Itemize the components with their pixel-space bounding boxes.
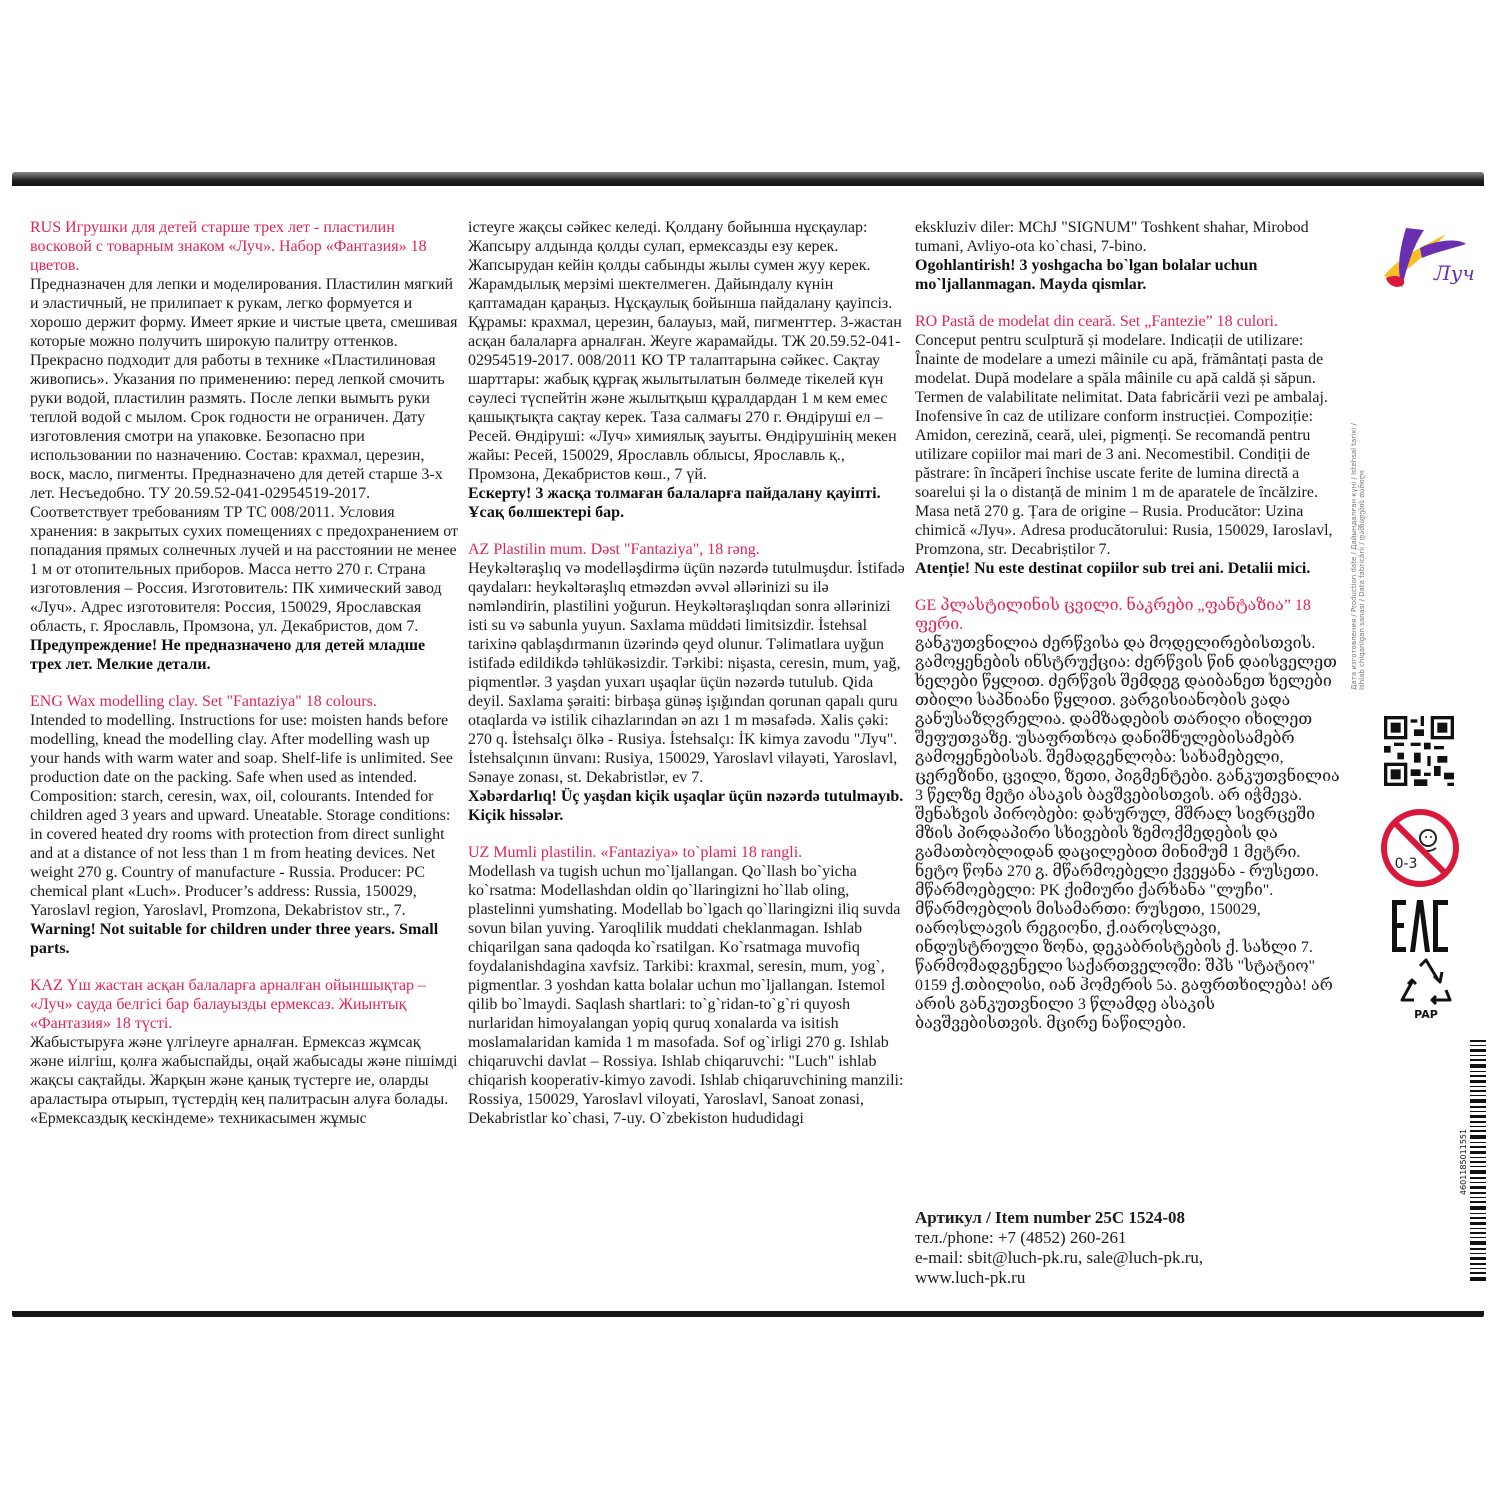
text-column-1 <box>30 218 458 1146</box>
section-rus <box>30 218 458 674</box>
section-body: Предназначен для лепки и моделирования. Пластилин мягкий и эластичный, не прилипает к рукам, легко формуется и хорошо держит форму. Имеет яркие и чистые цвета, смешивая которые можно получить широкую палитру оттенков. Прекрасно подходит для работы в технике «Пластилиновая живопись». Указания по применению: перед лепкой смочить руки водой, пластилин размять. После лепки вымыть руки теплой водой с мылом. Срок годности не ограничен. Дату изготовления смотри на упаковке. Безопасно при использовании по назначению. Состав: крахмал, церезин, воск, масло, пигменты. Предназначено для детей старше 3-х лет. Несъедобно. ТУ 20.59.52-041-02954519-2017. Соответствует требованиям ТР ТС 008/2011. Условия хранения: в закрытых сухих помещениях с предохранением от попадания прямых солнечных лучей и на расстоянии не менее 1 м от отопительных приборов. Масса нетто 270 г. Страна изготовления – Россия. Изготовитель: ПК химический завод «Луч». Адрес изготовителя: Россия, 150029, Ярославская область, г. Ярославль, Промзона, ул. Декабристов, дом 7. <box>30 276 458 635</box>
section-heading: ENG Wax modelling clay. Set "Fantaziya" 18 colours. <box>30 693 377 710</box>
production-date-label: Дата изготовления / Production date / Дайындалған күні / Istehsal tarixi / Ishlab chiqarilgan sanasi / Data fabricării / დამზადების თარიღი <box>1350 423 1366 690</box>
section-heading: RUS Игрушки для детей старше трех лет - пластилин восковой с товарным знаком «Луч». Набор «Фантазия» 18 цветов. <box>30 219 427 274</box>
box-bottom-edge <box>12 1311 1484 1317</box>
pap-label: PAP <box>1414 1008 1438 1021</box>
section-warning: Warning! Not suitable for children under three years. Small parts. <box>30 921 439 957</box>
section-warning: Xəbərdarlıq! Üç yaşdan kiçik uşaqlar üçün nəzərdə tutulmayıb. Kiçik hissələr. <box>468 788 904 824</box>
section-kaz <box>30 976 458 1128</box>
section-ro <box>915 312 1340 578</box>
age-label: 0-3 <box>1394 856 1418 872</box>
section-heading: AZ Plastilin mum. Dəst "Fantaziya", 18 rəng. <box>468 541 760 558</box>
section-body: Heykəltəraşlıq və modelləşdirmə üçün nəzərdə tutulmuşdur. İstifadə qaydaları: heykəltəraşlıq etməzdən əvvəl əllərinizi su ilə nəmləndirin, plastilini yoğurun. Heykəltəraşlıqdan sonra əllərinizi isti su və sabunla yuyun. Saxlama müddəti limitsizdir. İstehsal tarixinə qablaşdırmanın üzərində qeyd olunur. Təlimatlara uyğun istifadə edildikdə təhlükəsizdir. Tərkibi: nişasta, ceresin, mum, yağ, piqmentlər. 3 yaşdan yuxarı uşaqlar üçün nəzərdə tutulub. Qida deyil. Saxlama şəraiti: birbaşa günəş işığından qorunan qapalı quru otaqlarda və istilik cihazlarından ən azı 1 m məsafədə. Xalis çəki: 270 q. İstehsalçı ölkə - Rusiya. İstehsalçı: İK kimya zavodu "Луч". İstehsalçının ünvanı: Rusiya, 150029, Yaroslavl vilayəti, Yaroslavl, Sənaye zonası, st. Dekabristlər, ev 7. <box>468 560 905 786</box>
contact-block <box>915 1208 1335 1288</box>
website-link: www.luch-pk.ru <box>915 1268 1026 1287</box>
section-body: განკუთვნილია ძერწვისა და მოდელირებისთვის. გამოყენების ინსტრუქცია: ძერწვის წინ დაისველეთ ხელები წყლით. ძერწვის შემდეგ დაიბანეთ ხელები თბილი საპნიანი წყლით. ვარგისიანობის ვადა განუსაზღვრელია. დამზადების თარიღი იხილეთ შეფუთვაზე. უსაფრთხოა დანიშნულებისამებრ გამოყენებისას. შემადგენლობა: სახამებელი, ცერეზინი, ცვილი, ზეთი, პიგმენტები. განკუთვნილია 3 წელზე მეტი ასაკის ბავშვებისთვის. არ იჭმევა. შენახვის პირობები: დახურულ, მშრალ სივრცეში მზის პირდაპირი სხივების ზემოქმედების და გამათბობლიდან დაცილებით მინიმუმ 1 მეტრი. ნეტო წონა 270 გ. მწარმოებელი ქვეყანა - რუსეთი. მწარმოებელი: PK ქიმიური ქარხანა "ლუჩი". მწარმოებლის მისამართი: რუსეთი, 150029, იაროსლავის რეგიონი, ქ.იაროსლავი, ინდუსტრიული ზონა, დეკაბრისტების ქ. სახლი 7. წარმომადგენელი საქართველოში: შპს "სტატიო" 0159 ქ.თბილისი, იან ჰომერის 5ა. გაფრთხილება! არ არის განკუთვნილი 3 წლამდე ასაკის ბავშვებისთვის. მცირე ნაწილები. <box>915 635 1340 1032</box>
section-uz-continued <box>915 218 1340 294</box>
section-warning: Atenție! Nu este destinat copiilor sub trei ani. Detalii mici. <box>915 560 1311 577</box>
section-body: Жабыстыруға және үлгілеуге арналған. Ермексаз жұмсақ және иілгіш, қолға жабыспайды, оңай жабысады және пішімді жақсы сақтайды. Жарқын және қанық түстерге ие, оларды араластыра отырып, түстердің кең палитрасын алуға болады. «Ермексаздық кескіндеме» техникасымен жұмыс <box>30 1034 458 1127</box>
box-top-edge <box>12 172 1484 186</box>
section-heading: GE პლასტილინის ცვილი. ნაკრები „ფანტაზია” 18 ფერი. <box>915 597 1311 633</box>
eac-mark-icon <box>1392 900 1448 952</box>
section-kaz-continued <box>468 218 906 522</box>
section-warning: Предупреждение! Не предназначено для детей младше трех лет. Мелкие детали. <box>30 637 426 673</box>
section-uz <box>468 843 906 1128</box>
section-heading: RO Pastă de modelat din ceară. Set „Fantezie” 18 culori. <box>915 313 1278 330</box>
barcode-icon <box>1459 1040 1486 1284</box>
section-heading: UZ Mumli plastilin. «Fantaziya» to`plami 18 rangli. <box>468 844 803 861</box>
qr-code-icon <box>1384 716 1454 786</box>
section-body: істеуге жақсы сәйкес келеді. Қолдану бойынша нұсқаулар: Жапсыру алдында қолды сулап, ермексазды езу керек. Жапсырудан кейін қолды сабынды жылы сумен жуу керек. Жарамдылық мерзімі шектелмеген. Дайындалу күнін қаптамадан қараңыз. Нұсқаулық бойынша пайдалану қауіпсіз. Құрамы: крахмал, церезин, балауыз, май, пигменттер. 3-жастан асқан балаларға арналған. Жеуге жарамайды. ТЖ 20.59.52-041-02954519-2017. 008/2011 КО ТР талаптарына сәйкес. Сақтау шарттары: жабық құрғақ жылытылатын бөлмеде тікелей күн сәулесі түспейтін және жылытқыш құралдардан 1 м кем емес қашықтықта сақтау керек. Таза салмағы 270 г. Өндіруші ел – Ресей. Өндіруші: «Луч» химиялық зауыты. Өндірушінің мекен жайы: Ресей, 150029, Ярославль облысы, Ярославль қ., Промзона, Декабристов көш., 7 үй. <box>468 219 902 483</box>
section-eng <box>30 692 458 958</box>
section-warning: Ескерту! 3 жасқа толмаған балаларға пайдалану қауіпті. Ұсақ бөлшектері бар. <box>468 485 881 521</box>
section-body: Conceput pentru sculptură și modelare. Indicații de utilizare: Înainte de modelare a umezi mâinile cu apă, frământați pasta de modelat. După modelare a spăla mâinile cu apă caldă și săpun. Termen de valabilitate nelimitat. Data fabricării vezi pe ambalaj. Inofensive în caz de utilizare conform instrucției. Compoziție: Amidon, cerezină, ceară, ulei, pigmenți. Se recomandă pentru utilizare copiilor mai mari de 3 ani. Necomestibil. Condiții de păstrare: în încăperi închise uscate ferite de lumina directă a soarelui și la o distanță de minim 1 m de aparatele de încălzire. Masa netă 270 g. Țara de origine – Rusia. Producător: Uzina chimică «Луч». Adresa producătorului: Rusia, 150029, Iaroslavl, Promzona, str. Decabriștilor 7. <box>915 332 1333 558</box>
section-az <box>468 540 906 825</box>
section-body: ekskluziv diler: MChJ "SIGNUM" Toshkent shahar, Mirobod tumani, Avliyo-ota ko`chasi, 7-bino. <box>915 219 1309 255</box>
email-address: e-mail: sbit@luch-pk.ru, sale@luch-pk.ru, <box>915 1248 1204 1267</box>
text-column-2 <box>468 218 906 1146</box>
section-ge <box>915 596 1340 1033</box>
barcode-digits: 4601185011551 <box>1459 1128 1468 1196</box>
section-heading: KAZ Үш жастан асқан балаларға арналған ойыншықтар – «Луч» сауда белгісі бар балауызды ермексаз. Жиынтық «Фантазия» 18 түсті. <box>30 977 426 1032</box>
phone-number: тел./phone: +7 (4852) 260-261 <box>915 1228 1127 1247</box>
luch-logo-icon <box>1376 218 1475 302</box>
recycle-icon <box>1398 958 1454 1022</box>
logo-text: Луч <box>1434 261 1475 285</box>
item-number: Артикул / Item number 25С 1524-08 <box>915 1208 1186 1227</box>
section-warning: Ogohlantirish! 3 yoshgacha bo`lgan bolalar uchun mo`ljallanmagan. Mayda qismlar. <box>915 257 1258 293</box>
text-column-3 <box>915 218 1340 1051</box>
age-restriction-icon <box>1380 808 1460 888</box>
section-body: Intended to modelling. Instructions for use: moisten hands before modelling, knead the modelling clay. After modelling wash up your hands with warm water and soap. Shelf-life is unlimited. See production date on the packing. Safe when used as intended. Composition: starch, ceresin, wax, oil, colourants. Intended for children aged 3 years and upward. Uneatable. Storage conditions: in covered heated dry rooms with protection from direct sunlight and at a distance of not less than 1 m from heating devices. Net weight 270 g. Country of manufacture - Russia. Producer: PC chemical plant «Luch». Producer’s address: Russia, 150029, Yaroslavl region, Yaroslavl, Promzona, Dekabristov str., 7. <box>30 712 454 919</box>
section-body: Modellash va tugish uchun mo`ljallangan. Qo`llash bo`yicha ko`rsatma: Modellashdan oldin qo`llaringizni ho`llab oling, plastelinni yumshating. Modellab bo`lgach qo`llaringizni iliq suvda sovun bilan yuving. Yaroqlilik muddati cheklanmagan. Ishlab chiqarilgan sana qadoqda ko`rsatilgan. Ko`rsatmaga muvofiq foydalanishdagina xavfsiz. Tarkibi: kraxmal, seresin, mum, yog`, pigmentlar. 3 yoshdan katta bolalar uchun mo`ljallangan. Istemol qilib bo`lmaydi. Saqlash shartlari: to`g`ridan-to`g`ri quyosh nurlaridan himoyalangan yopiq quruq xonalarda va isitish moslamalaridan kamida 1 m masofada. Sof og`irligi 270 g. Ishlab chiqaruvchi davlat – Rossiya. Ishlab chiqaruvchi: "Luch" ishlab chiqarish kooperativ-kimyo zavodi. Ishlab chiqaruvchining manzili: Rossiya, 150029, Yaroslavl viloyati, Yaroslavl, Sanoat zonasi, Dekabristlar ko`chasi, 7-uy. O`zbekiston hududidagi <box>468 863 904 1127</box>
